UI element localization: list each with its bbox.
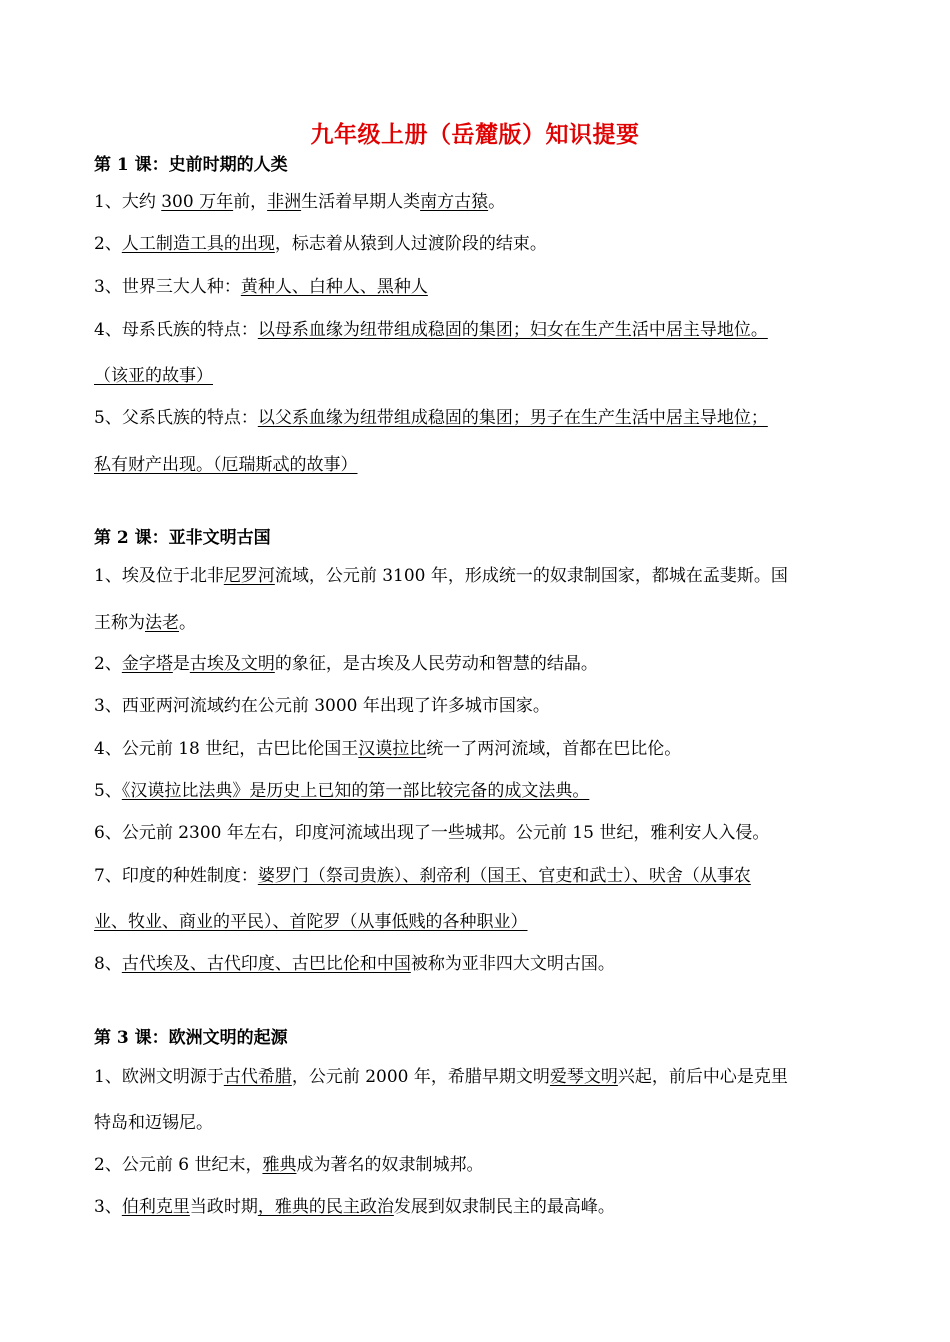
text-segment: 发展到奴隶制民主的最高峰。 <box>393 1197 615 1217</box>
lesson-2-line-9 <box>94 910 528 934</box>
text-segment: 6、公元前 2300 年左右，印度河流域出现了一些城邦。公元前 15 世纪，雅利安人入侵。 <box>94 823 770 843</box>
text-segment: 前， <box>233 192 268 212</box>
lesson-2-line-5 <box>94 737 681 761</box>
text-segment: 3、 <box>94 1197 122 1217</box>
document-title: 九年级上册（岳麓版）知识提要 <box>310 121 640 148</box>
underlined-key-term: 业、牧业、商业的平民）、首陀罗（从事低贱的各种职业） <box>94 912 528 932</box>
underlined-key-term: 300 万年 <box>161 192 234 212</box>
text-segment: 被称为亚非四大文明古国。 <box>410 954 615 974</box>
text-segment: ，标志着从猿到人过渡阶段的结束。 <box>274 234 547 254</box>
text-segment: 是 <box>172 654 190 674</box>
underlined-key-term: 私有财产出现。（厄瑞斯忒的故事） <box>94 455 358 475</box>
text-segment: 统一了两河流域，首都在巴比伦。 <box>426 739 682 759</box>
underlined-key-term: 尼罗河 <box>223 566 275 586</box>
text-segment: ，公元前 2000 年，希腊早期文明 <box>291 1067 550 1087</box>
underlined-key-term: 古埃及文明 <box>189 654 275 674</box>
text-segment: 4、母系氏族的特点： <box>94 320 258 340</box>
text-segment: 1、埃及位于北非 <box>94 566 224 586</box>
underlined-key-term: 南方古猿 <box>420 192 489 212</box>
text-segment: 3、世界三大人种： <box>94 277 241 297</box>
lesson-2-line-1 <box>94 564 788 588</box>
text-segment: 兴起，前后中心是克里 <box>617 1067 788 1087</box>
text-segment: 特岛和迈锡尼。 <box>94 1113 213 1133</box>
text-segment: 1、欧洲文明源于 <box>94 1067 224 1087</box>
underlined-key-term: 法老 <box>145 613 179 633</box>
text-segment: 。 <box>488 192 506 212</box>
lesson-2-line-8 <box>94 864 751 888</box>
lesson-2-heading: 第 2 课：亚非文明古国 <box>94 528 271 548</box>
underlined-key-term: 以母系血缘为纽带组成稳固的集团；妇女在生产生活中居主导地位。 <box>257 320 768 340</box>
text-segment: 2、公元前 6 世纪末， <box>94 1155 263 1175</box>
text-segment: 1、大约 <box>94 192 162 212</box>
text-segment: 的象征，是古埃及人民劳动和智慧的结晶。 <box>274 654 598 674</box>
text-segment: 。 <box>179 613 196 633</box>
text-segment: 7、印度的种姓制度： <box>94 866 258 886</box>
lesson-3-heading: 第 3 课：欧洲文明的起源 <box>94 1028 288 1048</box>
underlined-key-term: 金字塔 <box>121 654 173 674</box>
lesson-2-line-4 <box>94 694 550 718</box>
text-segment: 生活着早期人类 <box>301 192 421 212</box>
text-segment: 2、 <box>94 234 122 254</box>
text-segment: 5、 <box>94 781 122 801</box>
lesson-1-line-3 <box>94 275 428 299</box>
lesson-1-heading: 第 1 课：史前时期的人类 <box>94 155 288 175</box>
lesson-3-line-1 <box>94 1065 788 1089</box>
underlined-key-term: 以父系血缘为纽带组成稳固的集团；男子在生产生活中居主导地位； <box>257 408 768 428</box>
underlined-key-term: 古代埃及、古代印度、古巴比伦和中国 <box>121 954 411 974</box>
lesson-1-line-5 <box>94 364 213 388</box>
lesson-1-line-6 <box>94 406 768 430</box>
text-segment: 5、父系氏族的特点： <box>94 408 258 428</box>
lesson-3-line-2 <box>94 1111 213 1135</box>
lesson-2-line-2 <box>94 611 196 635</box>
underlined-key-term: 婆罗门（祭司贵族）、刹帝利（国王、官吏和武士）、吠舍（从事农 <box>257 866 751 886</box>
underlined-key-term: （该亚的故事） <box>94 366 213 386</box>
lesson-2-line-7 <box>94 821 769 845</box>
underlined-key-term: ，雅典的民主政治 <box>257 1197 394 1217</box>
lesson-1-line-2 <box>94 232 547 256</box>
text-segment: 2、 <box>94 654 122 674</box>
lesson-1-line-4 <box>94 318 768 342</box>
lesson-3-line-4 <box>94 1195 615 1219</box>
lesson-3-line-3 <box>94 1153 483 1177</box>
text-segment: 王称为 <box>94 613 145 633</box>
text-segment: 3、西亚两河流域约在公元前 3000 年出现了许多城市国家。 <box>94 696 550 716</box>
lesson-1-line-7 <box>94 453 358 477</box>
underlined-key-term: 人工制造工具的出现 <box>121 234 275 254</box>
underlined-key-term: 雅典 <box>262 1155 297 1175</box>
underlined-key-term: 《汉谟拉比法典》是历史上已知的第一部比较完备的成文法典。 <box>121 781 590 801</box>
text-segment: 成为著名的奴隶制城邦。 <box>296 1155 484 1175</box>
underlined-key-term: 古代希腊 <box>223 1067 292 1087</box>
underlined-key-term: 汉谟拉比 <box>358 739 427 759</box>
lesson-2-line-3 <box>94 652 598 676</box>
text-segment: 流域，公元前 3100 年，形成统一的奴隶制国家，都城在孟斐斯。国 <box>274 566 788 586</box>
underlined-key-term: 黄种人、白种人、黑种人 <box>240 277 428 297</box>
text-segment: 4、公元前 18 世纪，古巴比伦国王 <box>94 739 359 759</box>
text-segment: 8、 <box>94 954 122 974</box>
underlined-key-term: 伯利克里 <box>121 1197 190 1217</box>
text-segment: 当政时期 <box>189 1197 258 1217</box>
lesson-2-line-10 <box>94 952 615 976</box>
lesson-1-line-1 <box>94 190 505 214</box>
underlined-key-term: 爱琴文明 <box>549 1067 618 1087</box>
lesson-2-line-6 <box>94 779 589 803</box>
underlined-key-term: 非洲 <box>267 192 302 212</box>
